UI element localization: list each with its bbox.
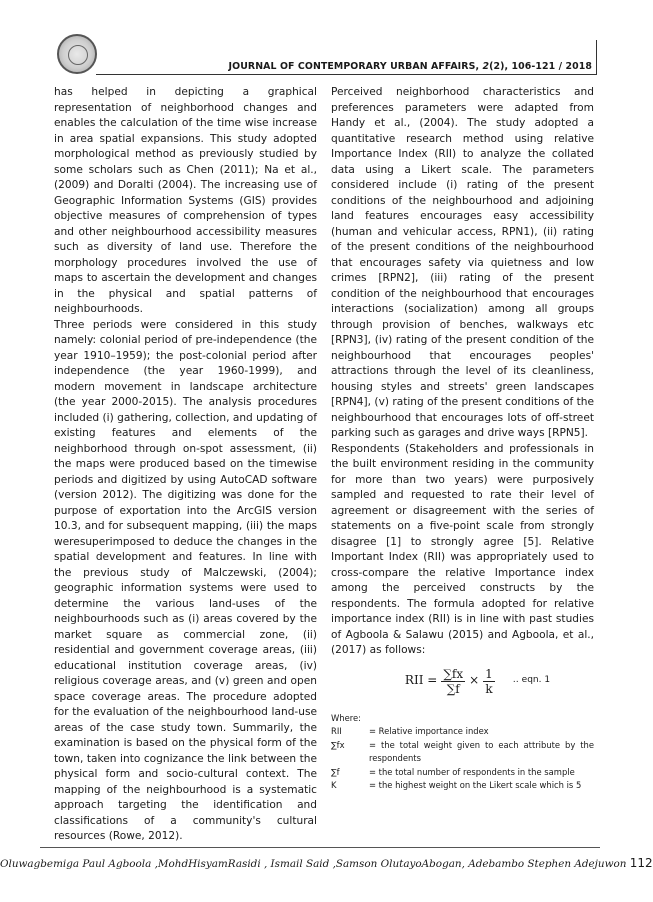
footer-divider (40, 847, 600, 848)
header-divider (96, 74, 596, 75)
paragraph: Perceived neighborhood characteristics and preferences parameters were adapted from Handy et al., (2004). The study adopted a quantitative research method using relative Importance Index (RII) to analyze the collated data using a Likert scale. The parameters considered include (i) rating of the present conditions of the neighbourhood and adjoining land features encourages easy accessibility (human and vehicular access, RPN1), (ii) rating of the present conditions of the neighbourhood that encourages safety via quietness and low crimes [RPN2], (iii) rating of the present condition of the neighbourhood that encourages interactions (socialization) among all groups through provision of benches, walkways etc [RPN3], (iv) rating of the present condition of the neighbourhood that encourages peoples' attractions through the level of its cleanliness, housing styles and streets' green landscapes [RPN4], (v) rating of the present conditions of the neighbourhood that encourages lots of off-street parking such as garages and drive ways [RPN5]. (331, 86, 594, 439)
paragraph: Three periods were considered in this study namely: colonial period of pre-independence (the year 1910–1959); the post-colonial period after independence (the year 1960-1999), and modern movement in landscape architecture (the year 2000-2015). The analysis procedures included (i) gathering, collection, and updating of existing features and elements of the neighborhood through on-spot assessment, (ii) the maps were produced based on the timewise periods and digitized by using AutoCAD software (version 2012). The digitizing was done for the purpose of exportation into the ArcGIS version 10.3, and for subsequent mapping, (iii) the maps weresuperimposed to deduce the changes in the spatial development and features. In line with the previous study of Malczewski, (2004); geographic information systems were used to determine the various land-uses of the neighbourhoods such as (i) areas covered by the market square as commercial zone, (ii) residential and government coverage areas, (iii) educational institution coverage areas, (iv) religious coverage areas, and (v) green and open space coverage areas. The procedure adopted for the evaluation of the neighbourhood land-use areas of the case study town. Summarily, the examination is based on the physical form of the town, taken into cognizance the link between the physical form and socio-cultural context. The mapping of the neighbourhood is a systematic approach targeting the identification and classifications of a community's cultural resources (Rowe, 2012). (54, 318, 317, 842)
definition-row: ∑f = the total number of respondents in the sample (331, 766, 575, 777)
equation-number: ‥ eqn. 1 (512, 675, 551, 686)
paragraph: has helped in depicting a graphical representation of neighborhood changes and enables the calculation of the time wise increase in area spatial expansions. This study adopted morphological method as previously studied by some scholars such as Chen (2011); Na et al., (2009) and Doralti (2004). The increasing use of Geographic Information Systems (GIS) provides objective measures of comprehension of types and other neighbourhood accessibility measures such as diversity of land use. Therefore the morphology procedures involved the use of maps to ascertain the development and changes in the physical and spatial patterns of neighbourhoods. (54, 86, 317, 315)
definitions (331, 712, 594, 794)
page-number: 112 (629, 856, 653, 870)
page-footer (0, 856, 653, 870)
paragraph: Respondents (Stakeholders and professionals in the built environment residing in the community for more than two years) were purposively sampled and requested to rate their level of agreement or disagreement with the series of statements on a five-point scale from strongly disagree [1] to strongly agree [5]. Relative Important Index (RII) was appropriately used to cross-compare the relative Importance index among the perceived constructs by the respondents. The formula adopted for relative importance index (RII) is in line with past studies of Agboola & Salawu (2015) and Agboola, et al., (2017) as follows: (331, 442, 594, 656)
definition-row: ∑fx = the total weight given to each attribute by the respondents (331, 739, 594, 764)
equation-fraction-1: $\frac{\sum fx}{\sum f}$ (443, 666, 464, 696)
equation-lhs: RII = (404, 673, 438, 688)
journal-logo-icon (57, 34, 97, 74)
equation-rii (361, 667, 594, 696)
definition-row: RII = Relative importance index (331, 726, 489, 737)
equation-body (405, 667, 495, 696)
footer-authors: Oluwagbemiga Paul Agboola ,MohdHisyamRasidi , Ismail Said ,Samson OlutayoAbogan, Adebambo Stephen Adejuwon (0, 858, 627, 870)
left-column (54, 85, 317, 845)
journal-header: JOURNAL OF CONTEMPORARY URBAN AFFAIRS, 2(2), 106-121 / 2018 (228, 61, 592, 72)
definition-row: K = the highest weight on the Likert scale which is 5 (331, 780, 582, 791)
right-column (331, 85, 594, 793)
where-label: Where: (331, 712, 361, 723)
equation-fraction-2: $\frac{1}{k}$ (485, 666, 493, 696)
header-divider-vertical (596, 40, 597, 75)
equation-times: × (469, 673, 480, 688)
